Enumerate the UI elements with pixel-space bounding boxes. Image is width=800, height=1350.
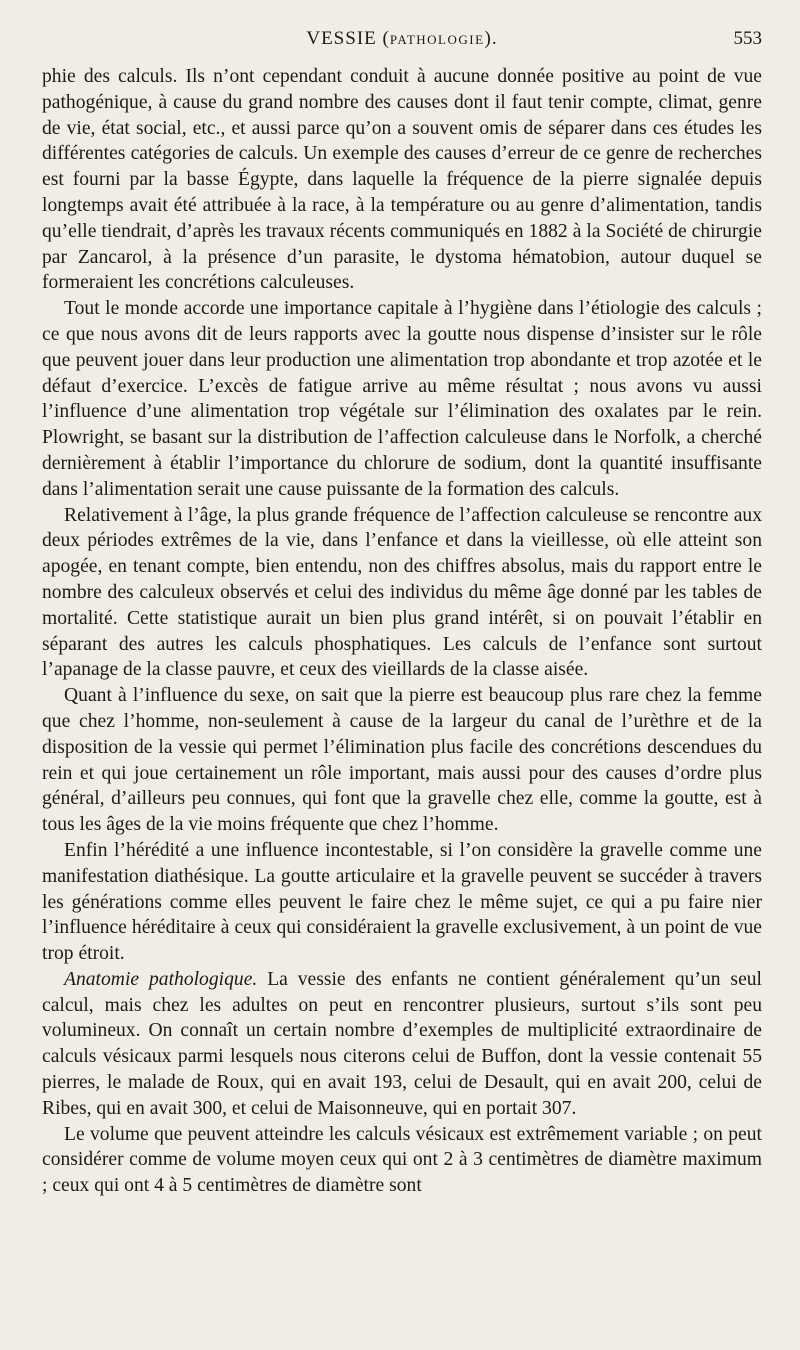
- paragraph-text: Relativement à l’âge, la plus grande fréquence de l’affection calculeuse se rencontre aux deux périodes extrêmes de la vie, dans l’enfance et dans la vieillesse, où elle atteint son apogée, en tenant compte, bien entendu, non des chiffres absolus, mais du rapport entre le nombre des calculeux observés et celui des individus du même âge donné par les tables de mortalité. Cette statistique aurait un bien plus grand intérêt, si on pouvait l’établir en séparant des autres les calculs phosphatiques. Les calculs de l’enfance sont surtout l’apanage de la classe pauvre, et ceux des vieillards de la classe aisée.: [42, 504, 762, 681]
- paragraph-text: phie des calculs. Ils n’ont cependant conduit à aucune donnée positive au point de vue pathogénique, à cause du grand nombre des causes dont il faut tenir compte, climat, genre de vie, état social, etc., et aussi parce qu’on a souvent omis de séparer dans ces études les différentes catégories de calculs. Un exemple des causes d’erreur de ce genre de recherches est fourni par la basse Égypte, dans laquelle la fréquence de la pierre signalée depuis longtemps avait été attribuée à la race, à la température ou au genre d’alimentation, tandis qu’elle tiendrait, d’après les travaux récents communiqués en 1882 à la Société de chirurgie par Zancarol, à la présence d’un parasite, le dystoma hématobion, autour duquel se formeraient les concrétions calculeuses.: [42, 66, 762, 294]
- paragraph-anatomy: [42, 967, 762, 1122]
- paragraph-text: Tout le monde accorde une importance capitale à l’hygiène dans l’étiologie des calculs ; ce que nous avons dit de leurs rapports avec la goutte nous dispense d’insister sur le rôle que peuvent jouer dans leur production une alimentation trop abondante et trop azotée et le défaut d’exercice. L’excès de fatigue arrive au même résultat ; nous avons vu aussi l’influence d’une alimentation trop végétale sur l’élimination des oxalates par le rein. Plowright, se basant sur la distribution de l’affection calculeuse dans le Norfolk, a cherché dernièrement à établir l’importance du chlorure de sodium, dont la quantité insuffisante dans l’alimentation serait une cause puissante de la formation des calculs.: [42, 298, 762, 500]
- paragraph-text: Quant à l’influence du sexe, on sait que la pierre est beaucoup plus rare chez la femme que chez l’homme, non-seulement à cause de la largeur du canal de l’urèthre et de la disposition de la vessie qui permet l’élimination plus facile des concrétions descendues du rein et qui joue certainement un rôle important, mais aussi pour des causes d’ordre plus général, d’ailleurs peu connues, qui font que la gravelle chez elle, comme la goutte, est à tous les âges de la vie moins fréquente que chez l’homme.: [42, 685, 762, 836]
- page-header: [42, 28, 762, 64]
- paragraph-text: Enfin l’hérédité a une influence incontestable, si l’on considère la gravelle comme une manifestation diathésique. La goutte articulaire et la gravelle peuvent se succéder à travers les générations comme elles peuvent le faire chez le même sujet, ce qui a pu faire nier l’influence héréditaire à ceux qui considéraient la gravelle exclusivement, à un point de vue trop étroit.: [42, 839, 762, 965]
- running-title-sub: PATHOLOGIE: [389, 32, 485, 47]
- paragraph-heredity: [42, 838, 762, 967]
- running-title-open: (: [376, 28, 390, 49]
- paragraph-age: [42, 503, 762, 684]
- section-heading-italic: Anatomie pathologique.: [64, 968, 258, 990]
- running-title: [42, 28, 762, 50]
- paragraph-sex: [42, 683, 762, 838]
- paragraph-text: La vessie des enfants ne contient généralement qu’un seul calcul, mais chez les adultes on peut en rencontrer plusieurs, surtout s’ils sont peu volumineux. On connaît un certain nombre d’exemples de multiplicité extraordinaire de calculs vésicaux parmi lesquels nous citerons celui de Buffon, dont la vessie contenait 55 pierres, le malade de Roux, qui en avait 193, celui de Desault, qui en avait 200, celui de Ribes, qui en avait 300, et celui de Maisonneuve, qui en portait 307.: [42, 968, 762, 1119]
- paragraph-volume: [42, 1122, 762, 1199]
- paragraph-hygiene: [42, 296, 762, 502]
- running-title-close: ).: [484, 28, 498, 49]
- body-text: [42, 64, 762, 1199]
- page-number: 553: [733, 28, 762, 49]
- paragraph-text: Le volume que peuvent atteindre les calculs vésicaux est extrêmement variable ; on peut considérer comme de volume moyen ceux qui ont 2 à 3 centimètres de diamètre maximum ; ceux qui ont 4 à 5 centimètres de diamètre sont: [42, 1123, 762, 1197]
- running-title-main: VESSIE: [306, 28, 377, 49]
- paragraph-etiology-continued: [42, 64, 762, 296]
